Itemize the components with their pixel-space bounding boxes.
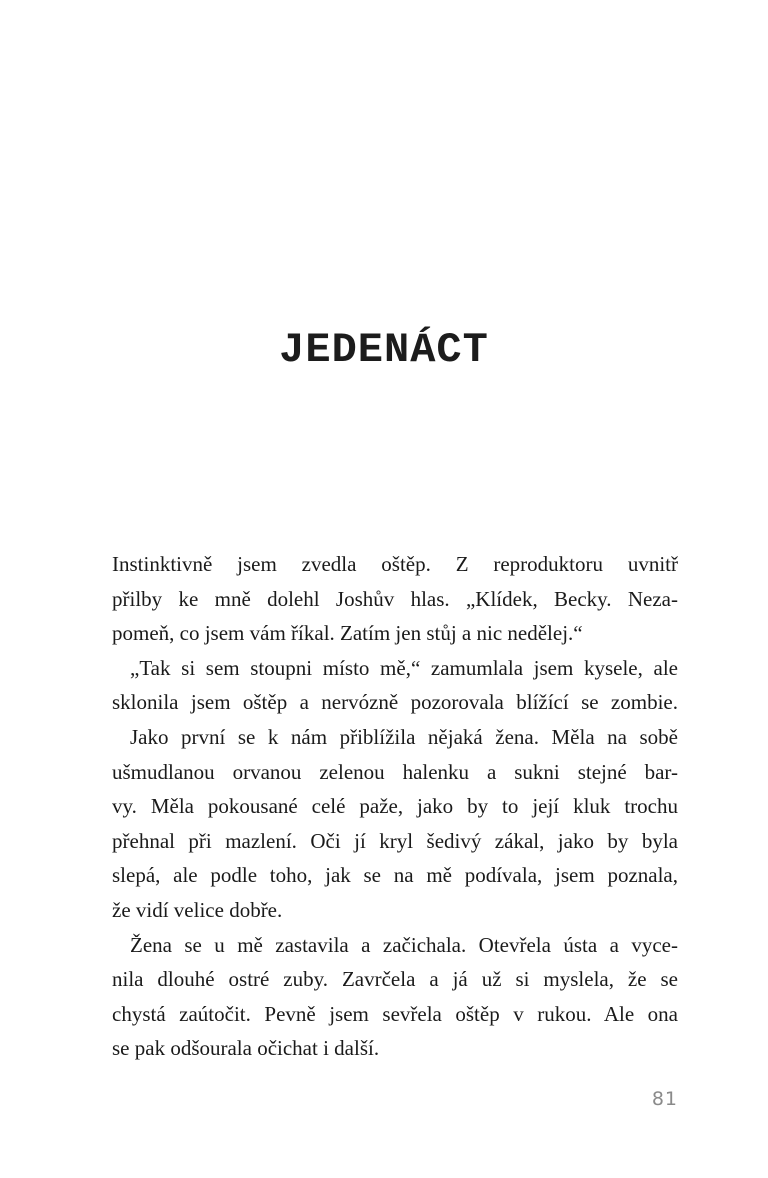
text-line: Jako první se k nám přiblížila nějaká žena. Měla na sobě	[130, 724, 678, 749]
text-line: se pak odšourala očichat i další.	[112, 1036, 380, 1061]
text-line: přehnal při mazlení. Oči jí kryl šedivý zákal, jako by byla	[112, 828, 678, 853]
text-line: ušmudlanou orvanou zelenou halenku a sukni stejné bar-	[112, 759, 678, 784]
text-line: „Tak si sem stoupni místo mě,“ zamumlala jsem kysele, ale	[130, 655, 678, 680]
page-number: 81	[651, 1088, 678, 1110]
chapter-body-text	[112, 547, 678, 1066]
text-line: chystá zaútočit. Pevně jsem sevřela oštěp v rukou. Ale ona	[112, 1001, 678, 1026]
text-line: že vidí velice dobře.	[112, 897, 283, 922]
text-line: vy. Měla pokousané celé paže, jako by to její kluk trochu	[112, 794, 678, 819]
text-line: sklonila jsem oštěp a nervózně pozorovala blížící se zombie.	[112, 690, 678, 715]
chapter-title: JEDENÁCT	[279, 326, 489, 374]
text-line: slepá, ale podle toho, jak se na mě podívala, jsem poznala,	[112, 863, 678, 888]
text-line: Instinktivně jsem zvedla oštěp. Z reproduktoru uvnitř	[112, 552, 678, 576]
text-line: Žena se u mě zastavila a začichala. Otevřela ústa a vyce-	[130, 932, 678, 957]
text-line: přilby ke mně dolehl Joshův hlas. „Klídek, Becky. Neza-	[112, 586, 678, 611]
text-line: nila dlouhé ostré zuby. Zavrčela a já už si myslela, že se	[112, 967, 678, 992]
text-line: pomeň, co jsem vám říkal. Zatím jen stůj a nic nedělej.“	[112, 621, 583, 646]
